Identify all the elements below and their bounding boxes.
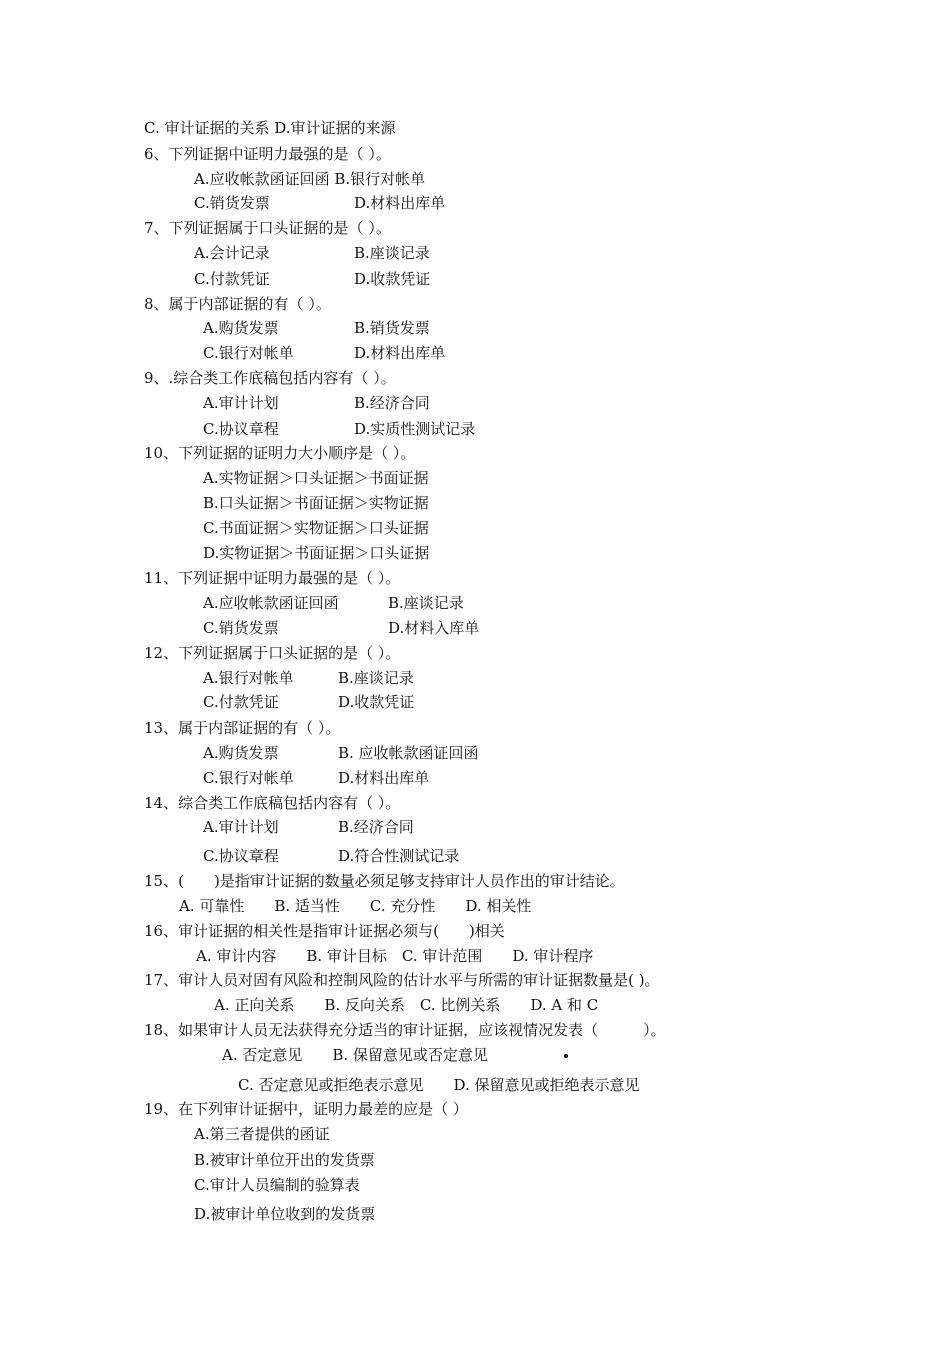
option: A.第三者提供的函证 (194, 1125, 330, 1143)
option: D.收款凭证 (338, 693, 415, 711)
option: A.银行对帐单 (203, 669, 294, 687)
option: A.审计计划 (203, 394, 279, 412)
option-row: A. 正向关系 B. 反向关系 C. 比例关系 D. A 和 C (214, 996, 599, 1014)
option: B. 应收帐款函证回函 (338, 744, 479, 762)
bullet-mark (564, 1054, 568, 1058)
option: D.实物证据＞书面证据＞口头证据 (203, 544, 430, 562)
option: B.经济合同 (354, 394, 430, 412)
option: C.付款凭证 (194, 270, 270, 288)
option-row: C. 否定意见或拒绝表示意见 D. 保留意见或拒绝表示意见 (238, 1076, 640, 1094)
question-13: 13、属于内部证据的有（ ）。 (144, 719, 341, 737)
option: A.购货发票 (203, 744, 279, 762)
option: A.会计记录 (194, 244, 270, 262)
question-18: 18、如果审计人员无法获得充分适当的审计证据，应该视情况发表（ ）。 (144, 1021, 666, 1039)
option: D.材料出库单 (354, 194, 446, 212)
option: B.被审计单位开出的发货票 (194, 1151, 375, 1169)
option: C.协议章程 (203, 847, 279, 865)
question-6: 6、下列证据中证明力最强的是（ ）。 (144, 145, 391, 163)
option-row: A. 否定意见 B. 保留意见或否定意见 (222, 1046, 488, 1064)
option: B.口头证据＞书面证据＞实物证据 (203, 494, 429, 512)
option: C.银行对帐单 (203, 769, 294, 787)
question-14: 14、综合类工作底稿包括内容有（ ）。 (144, 794, 401, 812)
option: B.座谈记录 (354, 244, 430, 262)
option: C.银行对帐单 (203, 344, 294, 362)
option: A.应收帐款函证回函 B.银行对帐单 (194, 170, 426, 188)
question-16: 16、审计证据的相关性是指审计证据必须与( )相关 (144, 922, 505, 940)
question-10: 10、下列证据的证明力大小顺序是（ ）。 (144, 444, 416, 462)
question-8: 8、属于内部证据的有（ ）。 (144, 295, 331, 313)
option: C.付款凭证 (203, 693, 279, 711)
option: C.销货发票 (203, 619, 279, 637)
option: B.座谈记录 (388, 594, 464, 612)
question-11: 11、下列证据中证明力最强的是（ ）。 (144, 569, 401, 587)
option: D.实质性测试记录 (354, 420, 476, 438)
option: D.材料入库单 (388, 619, 480, 637)
option: C.审计人员编制的验算表 (194, 1176, 360, 1194)
question-7: 7、下列证据属于口头证据的是（ ）。 (144, 219, 391, 237)
option: C.协议章程 (203, 420, 279, 438)
option: A.审计计划 (203, 818, 279, 836)
question-17: 17、审计人员对固有风险和控制风险的估计水平与所需的审计证据数量是( )。 (144, 971, 660, 989)
question-15: 15、( )是指审计证据的数量必须足够支持审计人员作出的审计结论。 (144, 872, 625, 890)
option: A.实物证据＞口头证据＞书面证据 (203, 469, 429, 487)
option: B.经济合同 (338, 818, 414, 836)
option: A.购货发票 (203, 319, 279, 337)
question-9: 9、.综合类工作底稿包括内容有（ ）。 (144, 369, 396, 387)
option-row: A. 审计内容 B. 审计目标 C. 审计范围 D. 审计程序 (196, 947, 594, 965)
option: D.收款凭证 (354, 270, 431, 288)
option: C.书面证据＞实物证据＞口头证据 (203, 519, 429, 537)
option: A.应收帐款函证回函 (203, 594, 339, 612)
question-19: 19、在下列审计证据中，证明力最差的应是（ ） (144, 1100, 468, 1118)
text-line: C. 审计证据的关系 D.审计证据的来源 (144, 119, 396, 137)
option: D.符合性测试记录 (338, 847, 460, 865)
option: D.材料出库单 (354, 344, 446, 362)
option: B.销货发票 (354, 319, 430, 337)
option: D.被审计单位收到的发货票 (194, 1205, 376, 1223)
option: C.销货发票 (194, 194, 270, 212)
option-row: A. 可靠性 B. 适当性 C. 充分性 D. 相关性 (179, 897, 532, 915)
option: B.座谈记录 (338, 669, 414, 687)
option: D.材料出库单 (338, 769, 430, 787)
question-12: 12、下列证据属于口头证据的是（ ）。 (144, 644, 401, 662)
